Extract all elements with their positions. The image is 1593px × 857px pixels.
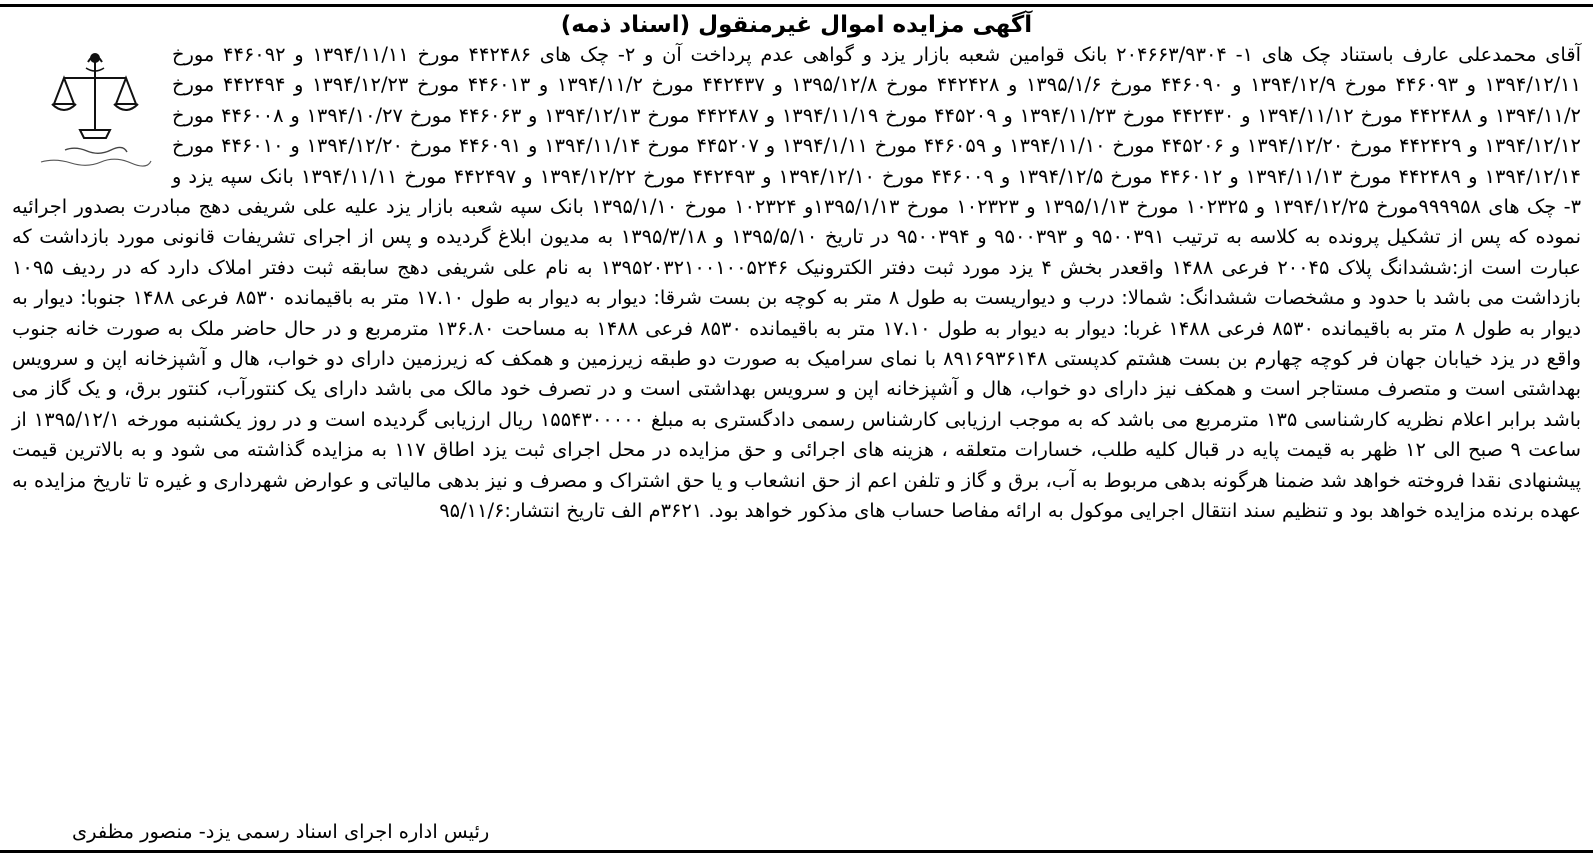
emblem-caption-scribble bbox=[35, 144, 155, 170]
notice-title: آگهی مزایده اموال غیرمنقول (اسناد ذمه) bbox=[560, 12, 1033, 38]
top-border-rule bbox=[0, 4, 1593, 7]
emblem-caption-lines bbox=[20, 144, 170, 170]
bottom-border-rule bbox=[0, 850, 1593, 853]
auction-notice bbox=[12, 10, 1581, 847]
scales-of-justice-icon bbox=[50, 48, 140, 144]
signature-line: رئیس اداره اجرای اسناد رسمی یزد- منصور مظفری bbox=[72, 820, 490, 843]
notice-body bbox=[12, 40, 1581, 527]
notice-footer bbox=[72, 817, 1581, 847]
judiciary-emblem bbox=[20, 48, 170, 178]
notice-body-text: آقای محمدعلی عارف باستناد چک های ۱- ۲۰۴۶۶۳/۹۳۰۴ بانک قوامین شعبه بازار یزد و گواهی عدم پرداخت آن و ۲- چک های ۴۴۲۴۸۶ مورخ ۱۳۹۴/۱۱/۱۱ و ۴۴۶۰۹۲ مورخ ۱۳۹۴/۱۲/۱۱ و ۴۴۶۰۹۳ مورخ ۱۳۹۴/۱۲/۹ و ۴۴۶۰۹۰ مورخ ۱۳۹۵/۱/۶ و ۴۴۲۴۲۸ مورخ ۱۳۹۵/۱۲/۸ و ۴۴۲۴۳۷ مورخ ۱۳۹۴/۱۱/۲ و ۴۴۶۰۱۳ مورخ ۱۳۹۴/۱۲/۲۳ و ۴۴۲۴۹۴ مورخ ۱۳۹۴/۱۱/۲ و ۴۴۲۴۸۸ مورخ ۱۳۹۴/۱۱/۱۲ و ۴۴۲۴۳۰ مورخ ۱۳۹۴/۱۱/۲۳ و ۴۴۵۲۰۹ مورخ ۱۳۹۴/۱۱/۱۹ و ۴۴۲۴۸۷ مورخ ۱۳۹۴/۱۲/۱۳ و ۴۴۶۰۶۳ مورخ ۱۳۹۴/۱۰/۲۷ و ۴۴۶۰۰۸ مورخ ۱۳۹۴/۱۲/۱۲ و ۴۴۲۴۲۹ مورخ ۱۳۹۴/۱۲/۲۰ و ۴۴۵۲۰۶ مورخ ۱۳۹۴/۱۱/۱۰ و ۴۴۶۰۵۹ مورخ ۱۳۹۴/۱/۱۱ و ۴۴۵۲۰۷ مورخ ۱۳۹۴/۱۱/۱۴ و ۴۴۶۰۹۱ مورخ ۱۳۹۴/۱۲/۲۰ و ۴۴۶۰۱۰ مورخ ۱۳۹۴/۱۲/۱۴ و ۴۴۲۴۸۹ مورخ ۱۳۹۴/۱۱/۱۳ و ۴۴۶۰۱۲ مورخ ۱۳۹۴/۱۲/۵ و ۴۴۶۰۰۹ مورخ ۱۳۹۴/۱۲/۱۰ و ۴۴۲۴۹۳ مورخ ۱۳۹۴/۱۲/۲۲ و ۴۴۲۴۹۷ مورخ ۱۳۹۴/۱۱/۱۱ بانک سپه یزد و ۳- چک های ۹۹۹۹۵۸مورخ ۱۳۹۴/۱۲/۲۵ و ۱۰۲۳۲۵ مورخ ۱۳۹۵/۱/۱۳ و ۱۰۲۳۲۳ مورخ ۱۳۹۵/۱/۱۳و ۱۰۲۳۲۴ مورخ ۱۳۹۵/۱/۱۰ بانک سپه شعبه بازار یزد علیه علی شریفی دهج مبادرت بصدور اجرائیه نموده که پس از تشکیل پرونده به کلاسه به ترتیب ۹۵۰۰۳۹۱ و ۹۵۰۰۳۹۳ و ۹۵۰۰۳۹۴ در تاریخ ۱۳۹۵/۵/۱۰ و ۱۳۹۵/۳/۱۸ به مدیون ابلاغ گردیده و پس از اجرای تشریفات قانونی مورد بازداشت که عبارت است از:ششدانگ پلاک ۲۰۰۴۵ فرعی ۱۴۸۸ واقعدر بخش ۴ یزد مورد ثبت دفتر الکترونیک ۱۳۹۵۲۰۳۲۱۰۰۱۰۰۵۲۴۶ به نام علی شریفی دهج سابقه ثبت دفتر املاک دارد که در ردیف ۱۰۹۵ بازداشت می باشد با حدود و مشخصات ششدانگ: شمالا: درب و دیواریست به طول ۸ متر به کوچه بن بست شرقا: دیوار به دیوار به طول ۱۷.۱۰ متر به باقیمانده ۸۵۳۰ فرعی ۱۴۸۸ جنوبا: دیوار به دیوار به طول ۸ متر به باقیمانده ۸۵۳۰ فرعی ۱۴۸۸ غربا: دیوار به دیوار به طول ۱۷.۱۰ متر به باقیمانده ۸۵۳۰ فرعی ۱۴۸۸ به مساحت ۱۳۶.۸۰ مترمربع و در حال حاضر ملک به صورت خانه جنوب واقع در یزد خیابان جهان فر کوچه چهارم بن بست هشتم کدپستی ۸۹۱۶۹۳۶۱۴۸ با نمای سرامیک به صورت دو طبقه زیرزمین و همکف که زیرزمین دارای دو خواب، هال و آشپزخانه اپن و سرویس بهداشتی است و متصرف مستاجر است و همکف نیز دارای دو خواب، هال و آشپزخانه اپن و سرویس بهداشتی است و در تصرف خود مالک می باشد دارای یک کنتورآب، کنتور برق، و یک گاز می باشد برابر اعلام نظریه کارشناسی ۱۳۵ مترمربع می باشد که به موجب ارزیابی کارشناس رسمی دادگستری به مبلغ ۱۵۵۴۳۰۰۰۰۰ ریال ارزیابی گردیده است و در روز یکشنبه مورخه ۱۳۹۵/۱۲/۱ از ساعت ۹ صبح الی ۱۲ ظهر به قیمت پایه در قبال کلیه طلب، خسارات متعلقه ، هزینه های اجرائی و حق مزایده در محل اجرای ثبت یزد اطاق ۱۱۷ به مزایده گذاشته می شود و به بالاترین قیمت پیشنهادی نقدا فروخته خواهد شد ضمنا هرگونه بدهی مربوط به آب، برق و گاز و تلفن اعم از حق انشعاب و یا حق اشتراک و مصرف و نیز بدهی مالیاتی و عوارض شهرداری و غیره تا تاریخ مزایده به عهده برنده مزایده خواهد بود و تنظیم سند انتقال اجرایی موکول به ارائه مفاصا حساب های مذکور خواهد بود. ۳۶۲۱م الف تاریخ انتشار:۹۵/۱۱/۶ bbox=[12, 43, 1582, 523]
